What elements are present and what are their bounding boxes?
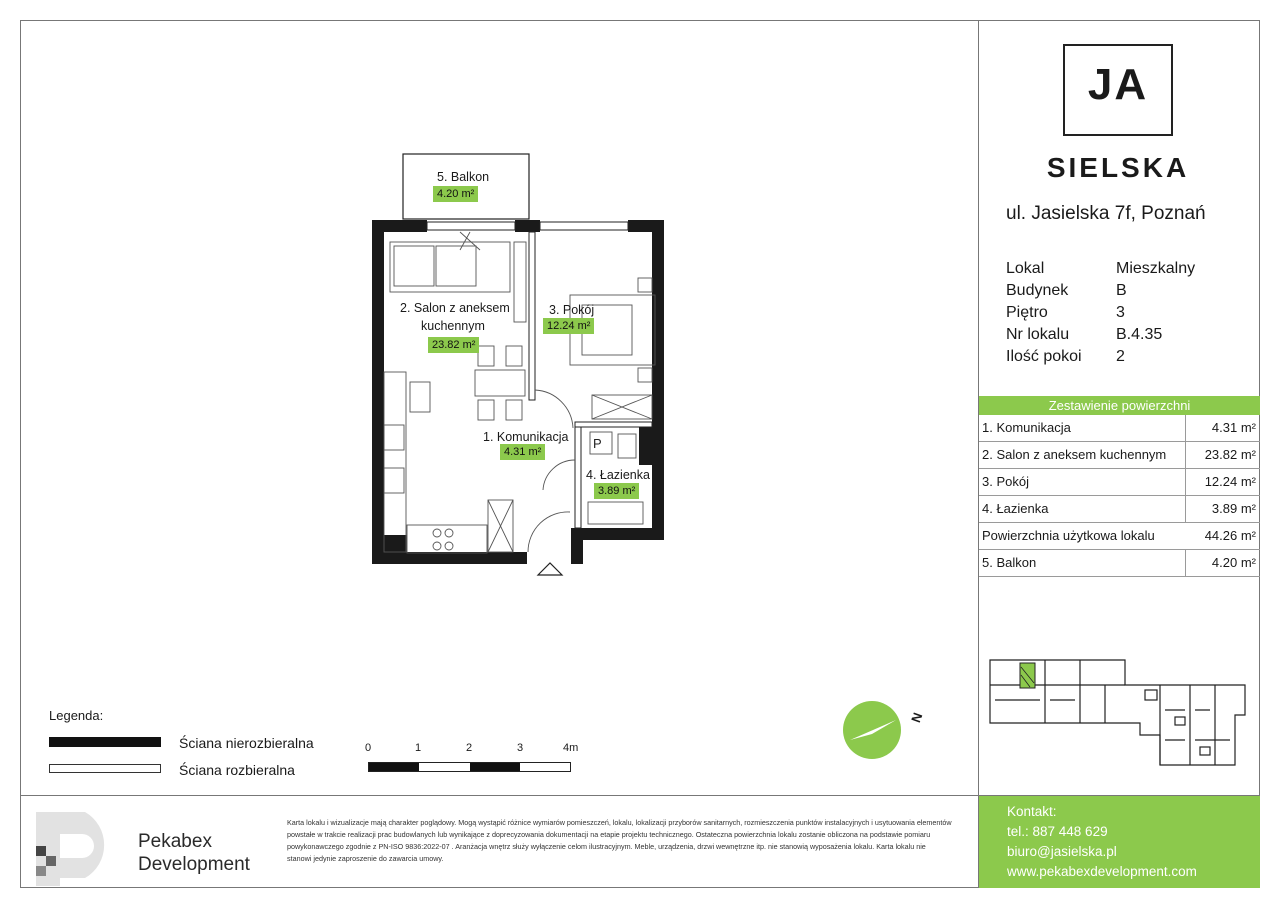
surface-value: 12.24 m²	[1204, 474, 1256, 489]
info-row	[1006, 258, 1195, 280]
info-value: B.4.35	[1116, 326, 1163, 343]
surface-name: 1. Komunikacja	[982, 420, 1071, 435]
area-badge-balkon: 4.20 m²	[433, 186, 478, 202]
info-key: Budynek	[1006, 282, 1069, 299]
info-key: Lokal	[1006, 260, 1045, 277]
scale-label: 3	[517, 742, 524, 754]
surface-value: 23.82 m²	[1204, 447, 1256, 462]
pekabex-logo	[30, 808, 130, 886]
info-value: Mieszkalny	[1116, 260, 1196, 277]
area-badge-komunikacja: 4.31 m²	[500, 444, 545, 460]
legend-title: Legenda:	[49, 708, 104, 723]
info-value: B	[1116, 282, 1127, 299]
info-key: Nr lokalu	[1006, 326, 1070, 343]
info-row	[1006, 280, 1195, 302]
ja-logo	[1063, 44, 1173, 136]
info-row	[1006, 324, 1195, 346]
area-badge-pokoj: 12.24 m²	[543, 318, 594, 334]
developer-name	[138, 830, 250, 876]
north-label: N	[908, 710, 926, 725]
brand-name: SIELSKA	[1046, 152, 1190, 183]
contact-website[interactable]: www.pekabexdevelopment.com	[1007, 864, 1197, 879]
surface-name: Powierzchnia użytkowa lokalu	[982, 528, 1155, 543]
room-label-salon-2: kuchennym	[421, 319, 485, 333]
legend-load-bearing-label: Ściana nierozbieralna	[179, 735, 314, 751]
scale-bar	[368, 762, 571, 772]
info-value: 3	[1116, 304, 1125, 321]
surface-value: 3.89 m²	[1211, 501, 1256, 516]
info-row	[1006, 346, 1195, 368]
surface-row	[979, 496, 1260, 523]
scale-label: 1	[415, 742, 422, 754]
contact-email[interactable]: biuro@jasielska.pl	[1007, 844, 1117, 859]
legend-load-bearing-swatch	[49, 737, 161, 747]
developer-name-line2: Development	[138, 854, 250, 875]
surface-row	[979, 550, 1260, 577]
room-label-balkon: 5. Balkon	[437, 170, 490, 184]
surface-row	[979, 415, 1260, 442]
legend-partition-swatch	[49, 764, 161, 773]
room-label-lazienka: 4. Łazienka	[586, 468, 650, 482]
info-value: 2	[1116, 348, 1125, 365]
scale-label: 2	[466, 742, 473, 754]
scale-label: 4m	[563, 742, 579, 754]
parking-symbol: P	[593, 436, 602, 451]
contact-phone[interactable]: tel.: 887 448 629	[1007, 824, 1108, 839]
surface-row	[979, 469, 1260, 496]
surface-value: 4.20 m²	[1211, 555, 1256, 570]
info-row	[1006, 302, 1195, 324]
surface-row	[979, 442, 1260, 469]
compass-icon	[842, 700, 902, 760]
logo-gap	[1087, 132, 1149, 134]
building-key-plan	[985, 655, 1247, 775]
surface-value: 44.26 m²	[1204, 528, 1256, 543]
surface-name: 4. Łazienka	[982, 501, 1049, 516]
floor-plan	[360, 150, 680, 580]
contact-panel	[979, 796, 1260, 888]
area-badge-salon: 23.82 m²	[428, 337, 479, 353]
surface-name: 3. Pokój	[982, 474, 1029, 489]
developer-name-line1: Pekabex	[138, 831, 212, 852]
surface-name: 2. Salon z aneksem kuchennym	[982, 447, 1167, 462]
address: ul. Jasielska 7f, Poznań	[1006, 203, 1206, 224]
legend-partition-label: Ściana rozbieralna	[179, 762, 295, 778]
room-label-salon-1: 2. Salon z aneksem	[400, 301, 510, 315]
surface-value: 4.31 m²	[1211, 420, 1256, 435]
logo-text: JA	[1087, 60, 1149, 109]
room-label-pokoj: 3. Pokój	[549, 303, 595, 317]
disclaimer: Karta lokalu i wizualizacje mają charakter poglądowy. Mogą wystąpić różnice wymiarów pomieszczeń, lokalu, lokalizacji przyborów sanitarnych, rozmieszczenia punktów instalacyjnych i usytuowania elementów powstałe w trakcie realizacji prac budowlanych lub wynikające z doprecyzowania dokumentacji na etapie projektu technicznego. Ostateczna powierzchnia lokalu zostanie obliczona na podstawie pomiaru powykonawczego zgodnie z PN-ISO 9836:2022-07 . Aranżacja wnętrz służy wyłączenie celom ilustracyjnym. Meble, urządzenia, drzwi wewnętrzne itp. nie stanowią wyposażenia lokalu. Karta lokalu nie stanowi jedynie zaproszenie do zawarcia umowy.	[287, 818, 952, 863]
surface-table-title: Zestawienie powierzchni	[979, 396, 1260, 415]
area-badge-lazienka: 3.89 m²	[594, 483, 639, 499]
apartment-info	[1006, 258, 1195, 368]
info-key: Ilość pokoi	[1006, 348, 1082, 365]
scale-label: 0	[365, 742, 372, 754]
surface-table	[979, 396, 1260, 577]
surface-row-total	[979, 523, 1260, 550]
room-label-komunikacja: 1. Komunikacja	[483, 430, 569, 444]
contact-label: Kontakt:	[1007, 804, 1057, 819]
surface-name: 5. Balkon	[982, 555, 1037, 570]
info-key: Piętro	[1006, 304, 1048, 321]
